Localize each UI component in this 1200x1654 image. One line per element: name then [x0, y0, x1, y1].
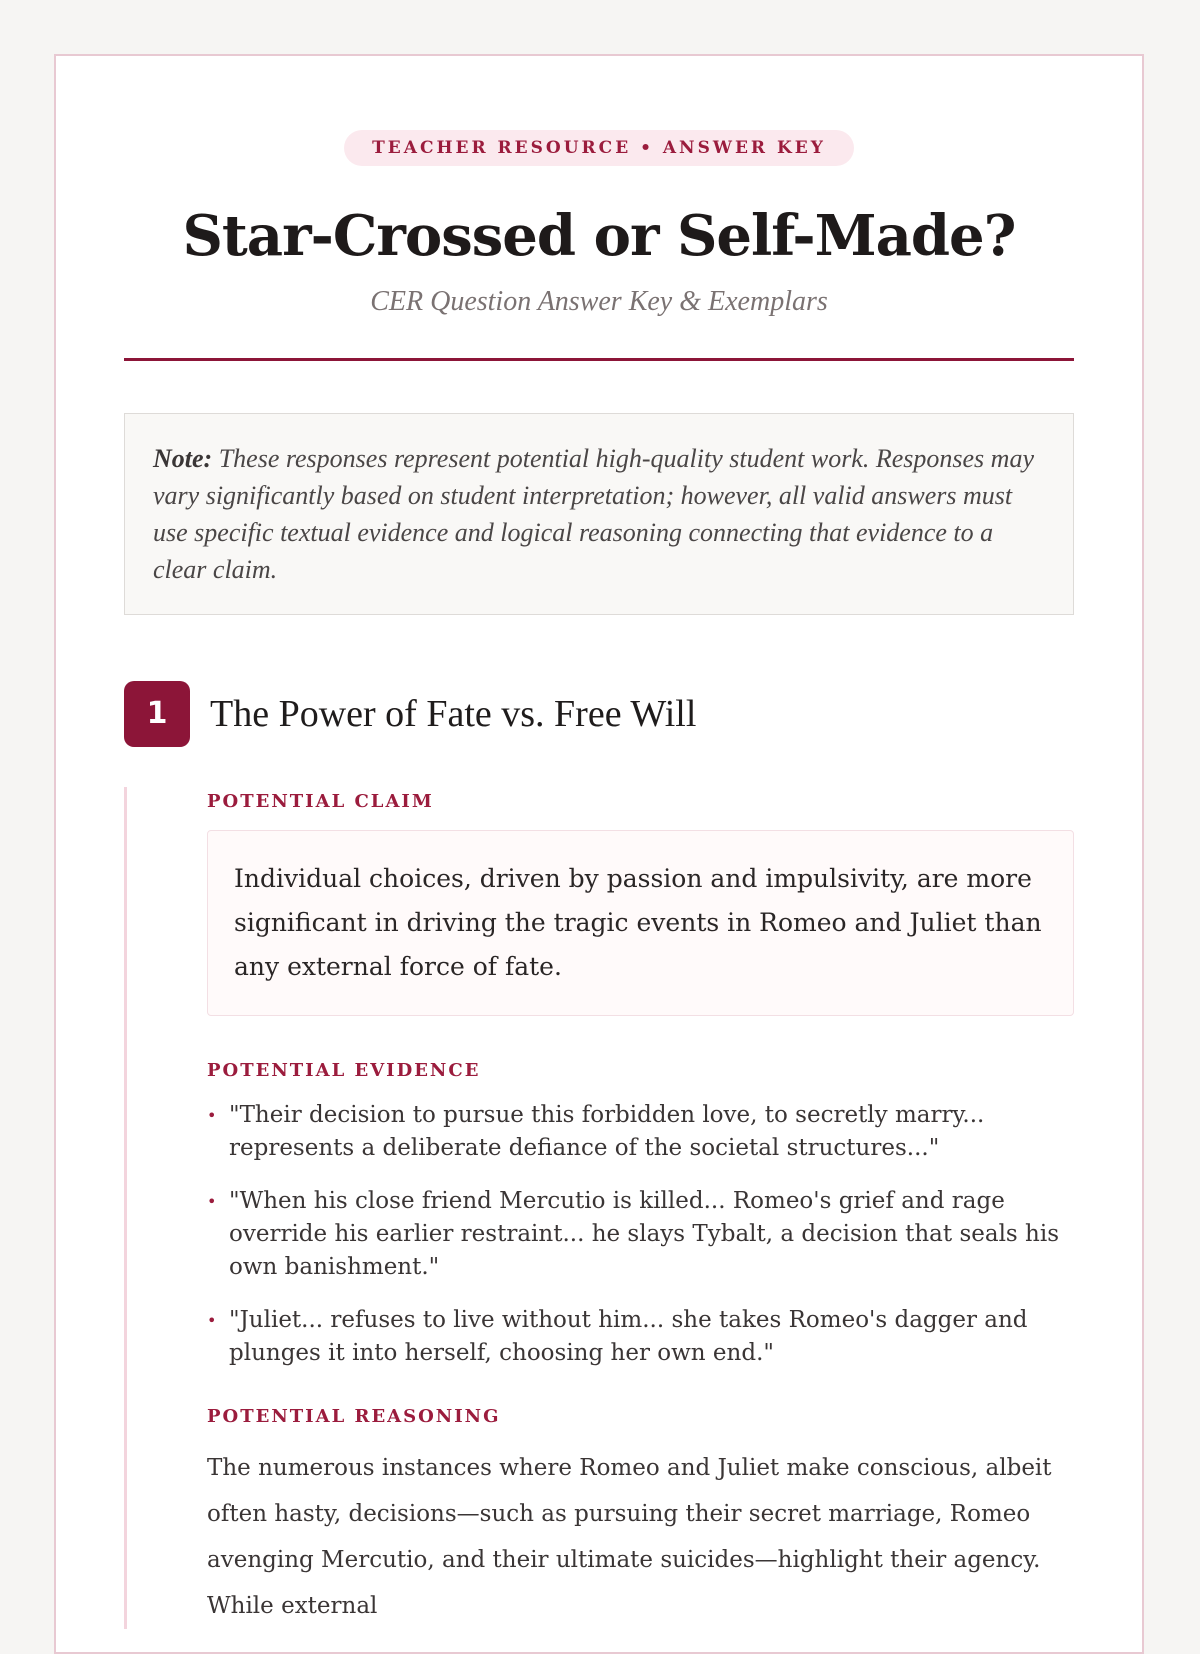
page-subtitle: CER Question Answer Key & Exemplars [370, 285, 828, 317]
page-title: Star-Crossed or Self-Made? [182, 203, 1016, 269]
resource-badge: TEACHER RESOURCE • ANSWER KEY [344, 130, 854, 166]
page-header [56, 56, 1142, 318]
note-box [124, 413, 1074, 615]
bullet-icon: • [207, 1310, 217, 1330]
evidence-label: POTENTIAL EVIDENCE [207, 1059, 481, 1081]
section-1-body [124, 787, 1074, 1629]
header-divider [124, 358, 1074, 361]
evidence-text: "When his close friend Mercutio is killed... Romeo's grief and rage override his earlier restraint... he slays Tybalt, a decision that seals his own banishment." [229, 1187, 1060, 1280]
note-label: Note: [153, 443, 213, 473]
evidence-item [207, 1304, 1074, 1370]
bullet-icon: • [207, 1105, 217, 1125]
section-title: The Power of Fate vs. Free Will [210, 692, 697, 735]
reasoning-label: POTENTIAL REASONING [207, 1405, 501, 1427]
bullet-icon: • [207, 1191, 217, 1211]
section-1-heading [124, 681, 1074, 747]
evidence-list [207, 1099, 1074, 1370]
evidence-item [207, 1185, 1074, 1284]
claim-label: POTENTIAL CLAIM [207, 790, 434, 812]
note-text: These responses represent potential high-quality student work. Responses may vary significantly based on student interpretation; however, all valid answers must use specific textual evidence and logical reasoning connecting that evidence to a clear claim. [153, 443, 1034, 584]
claim-box: Individual choices, driven by passion and impulsivity, are more significant in driving the tragic events in Romeo and Juliet than any external force of fate. [207, 830, 1074, 1016]
evidence-item [207, 1099, 1074, 1165]
section-number-badge: 1 [124, 681, 190, 747]
evidence-text: "Their decision to pursue this forbidden love, to secretly marry... represents a deliberate defiance of the societal structures..." [229, 1101, 985, 1161]
reasoning-text: The numerous instances where Romeo and Juliet make conscious, albeit often hasty, decisions—such as pursuing their secret marriage, Romeo avenging Mercutio, and their ultimate suicides—highlight their agency. While external [207, 1454, 1052, 1619]
evidence-text: "Juliet... refuses to live without him... she takes Romeo's dagger and plunges it into herself, choosing her own end." [229, 1306, 1028, 1366]
answer-key-page [54, 54, 1144, 1654]
